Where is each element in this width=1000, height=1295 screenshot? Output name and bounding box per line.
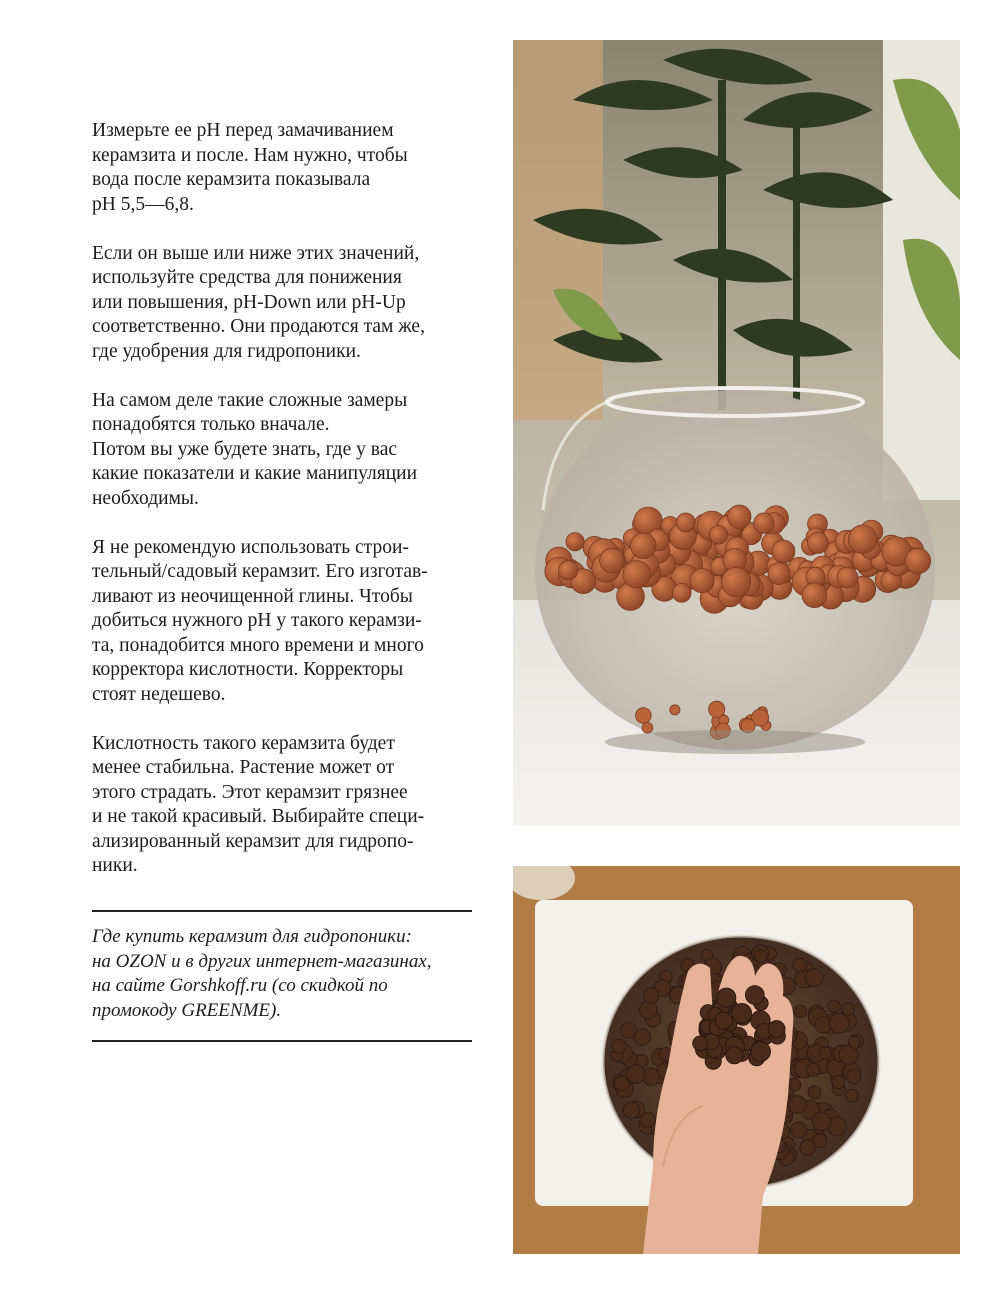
paragraph-ph-correction: Если он выше или ниже этих значений, используйте средства для понижения или повышения, pH-Down или pH-Up соответственно. Они продаются там же, где удобрения для гидропоники. [92, 242, 425, 362]
paragraph-ph-measure: Измерьте ее pH перед замачиванием керамзита и после. Нам нужно, чтобы вода после керамзита показывала pH 5,5—6,8. [92, 120, 408, 215]
paragraph-construction-clay: Я не рекомендую использовать строи- тельный/садовый керамзит. Его изготав- ливают из неочищенной глины. Чтобы добиться нужного pH у такого керамзи- та, понадобится много времени и много корректора кислотности. Корректоры стоят недешево. [92, 536, 428, 705]
where-to-buy-note [92, 910, 472, 1042]
photo-hand-clay-pebbles [513, 866, 960, 1254]
note-text: Где купить керамзит для гидропоники: на OZON и в других интернет-магазинах, на сайте Gorshkoff.ru (со скидкой по промокоду GREENME). [92, 926, 432, 1021]
paragraph-measurements-initial: На самом деле такие сложные замеры понадобятся только вначале. Потом вы уже будете знать, где у вас какие показатели и какие манипуляции необходимы. [92, 389, 418, 509]
main-text-column [92, 119, 477, 903]
photo-bowl-clay-pebbles [513, 40, 960, 826]
paragraph-acidity-stability: Кислотность такого керамзита будет менее стабильна. Растение может от этого страдать. Этот керамзит грязнее и не такой красивый. Выбирайте специ- ализированный керамзит для гидропо- ники. [92, 732, 425, 876]
